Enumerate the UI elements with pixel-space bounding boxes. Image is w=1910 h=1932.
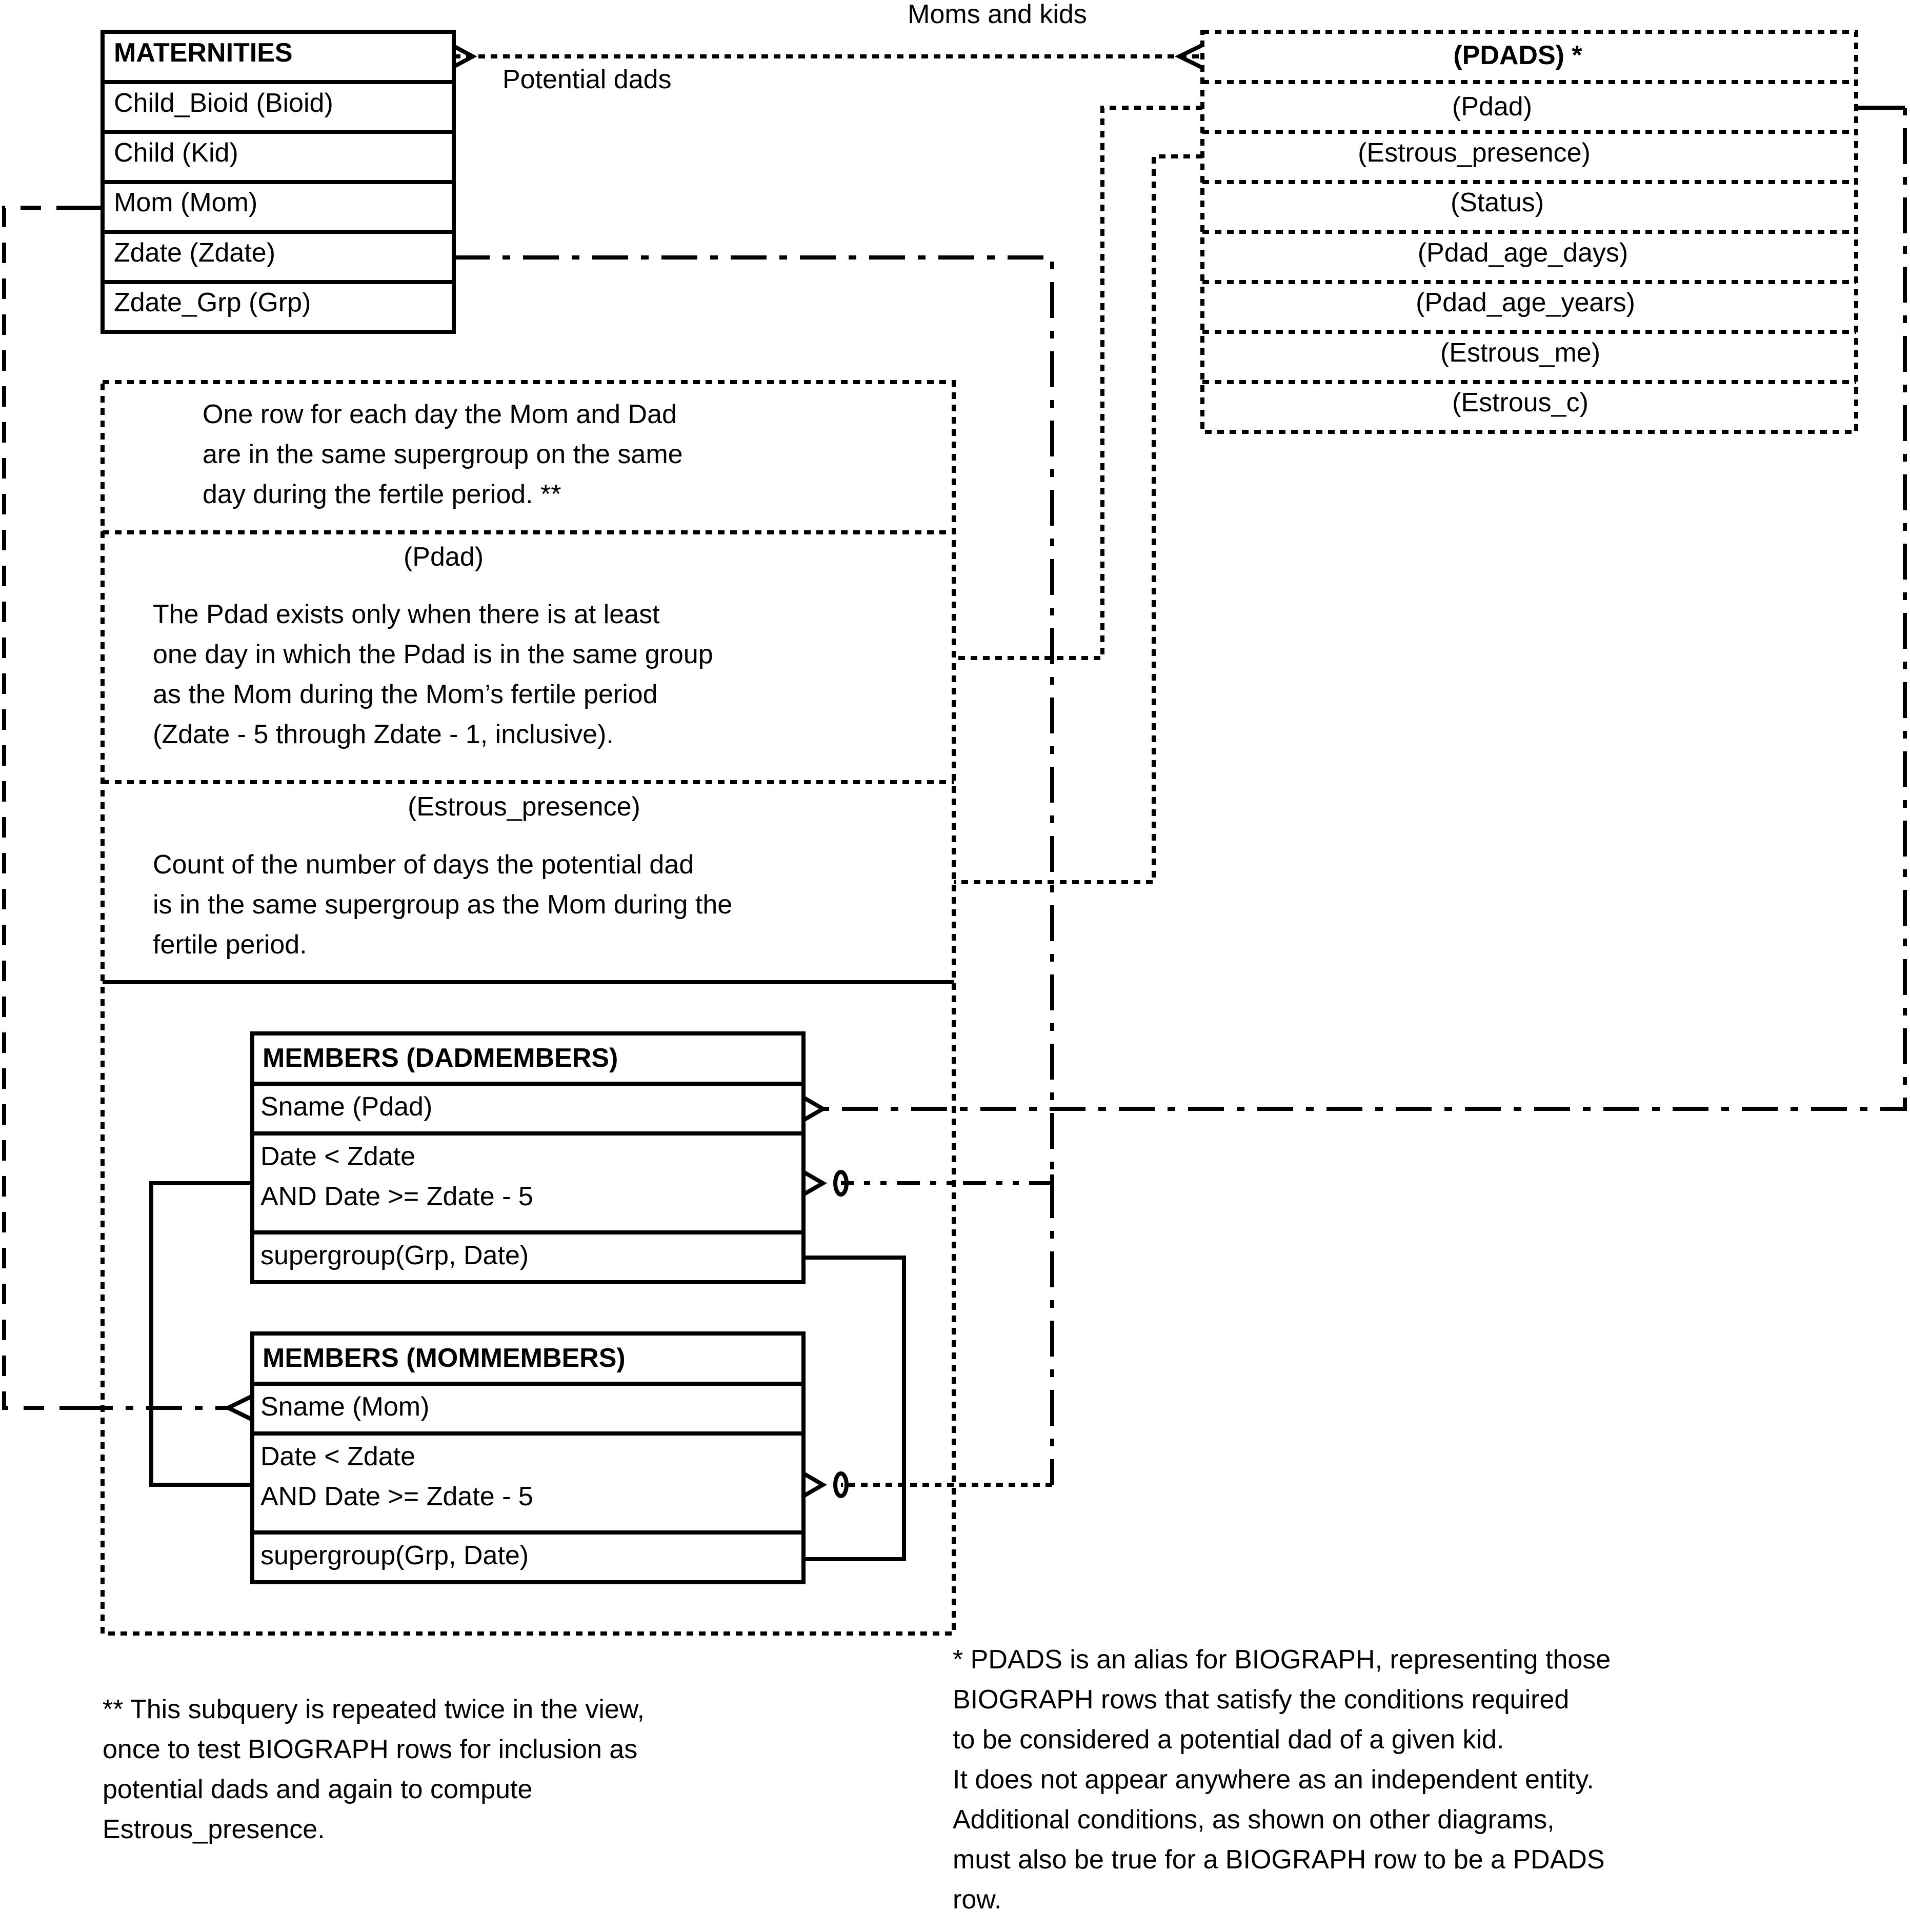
dadmembers-sname: Sname (Pdad) <box>260 1092 433 1122</box>
maternities-row-grp: Zdate_Grp (Grp) <box>114 288 311 317</box>
subquery-estrous-desc-line: fertile period. <box>153 930 307 960</box>
connector-pdad <box>954 108 1202 658</box>
pdads-row-pdad: (Pdad) <box>1452 92 1533 122</box>
pdads-note-line: must also be true for a BIOGRAPH row to be a PDADS <box>953 1845 1605 1875</box>
pdads-table <box>1202 32 1856 432</box>
pdads-note-line: row. <box>953 1885 1002 1915</box>
pdads-note-line: to be considered a potential dad of a given kid. <box>953 1725 1504 1755</box>
subquery-estrous-desc-line: Count of the number of days the potential dad <box>153 850 694 880</box>
mommembers-date-line2: AND Date >= Zdate - 5 <box>260 1482 533 1511</box>
connector-supergroup-bracket <box>803 1258 904 1559</box>
pdads-note-line: It does not appear anywhere as an independent entity. <box>953 1765 1594 1795</box>
mommembers-supergroup: supergroup(Grp, Date) <box>260 1541 529 1570</box>
maternities-row-zdate: Zdate (Zdate) <box>114 238 276 268</box>
dadmembers-table <box>252 1033 803 1282</box>
subquery-intro-line: are in the same supergroup on the same <box>203 440 683 469</box>
subquery-estrous-desc-line: is in the same supergroup as the Mom during the <box>153 890 733 920</box>
subquery-note-line: potential dads and again to compute <box>103 1775 533 1804</box>
subquery-note-line: once to test BIOGRAPH rows for inclusion as <box>103 1735 638 1764</box>
mommembers-date-line1: Date < Zdate <box>260 1442 416 1471</box>
pdads-row-estrous-presence: (Estrous_presence) <box>1358 138 1591 168</box>
subquery-footnote <box>103 1695 645 1844</box>
mommembers-sname: Sname (Mom) <box>260 1392 430 1422</box>
connector-date-bracket <box>151 1183 252 1485</box>
pdads-row-age-days: (Pdad_age_days) <box>1417 238 1628 268</box>
subquery-pdad-title: (Pdad) <box>403 542 484 572</box>
subquery-pdad-desc-line: one day in which the Pdad is in the same group <box>153 640 713 669</box>
crowfoot-sname-pdad-icon <box>803 1098 823 1120</box>
maternities-title: MATERNITIES <box>114 38 293 68</box>
connector-mom-to-mommembers <box>4 208 77 1408</box>
pdads-row-status: (Status) <box>1450 188 1544 217</box>
subquery-pdad-desc-line: as the Mom during the Mom’s fertile period <box>153 680 658 709</box>
dadmembers-date-line1: Date < Zdate <box>260 1142 416 1171</box>
crowfoot-pdads-icon <box>1179 45 1202 68</box>
mommembers-title: MEMBERS (MOMMEMBERS) <box>263 1343 626 1373</box>
subquery-pdad-desc-line: The Pdad exists only when there is at least <box>153 600 660 629</box>
maternities-table <box>103 32 454 332</box>
maternities-row-bioid: Child_Bioid (Bioid) <box>114 88 333 118</box>
label-potential-dads: Potential dads <box>502 65 672 94</box>
pdads-row-estrous-c: (Estrous_c) <box>1452 388 1589 417</box>
pdads-row-estrous-me: (Estrous_me) <box>1440 338 1601 368</box>
dadmembers-title: MEMBERS (DADMEMBERS) <box>263 1043 618 1073</box>
maternities-row-kid: Child (Kid) <box>114 138 238 168</box>
crowfoot-dad-date-icon <box>803 1172 823 1194</box>
pdads-note-line: Additional conditions, as shown on other diagrams, <box>953 1805 1555 1835</box>
dadmembers-supergroup: supergroup(Grp, Date) <box>260 1241 529 1270</box>
pdads-row-age-years: (Pdad_age_years) <box>1416 288 1635 317</box>
maternities-row-mom: Mom (Mom) <box>114 188 258 217</box>
subquery-note-line: Estrous_presence. <box>103 1815 325 1844</box>
subquery-pdad-desc-line: (Zdate - 5 through Zdate - 1, inclusive). <box>153 720 614 749</box>
subquery-estrous-title: (Estrous_presence) <box>408 792 640 822</box>
mommembers-table <box>252 1333 803 1582</box>
subquery-intro-line: One row for each day the Mom and Dad <box>203 400 677 429</box>
label-moms-and-kids: Moms and kids <box>908 0 1087 29</box>
connector-estrous-presence <box>954 156 1202 882</box>
pdads-note-line: * PDADS is an alias for BIOGRAPH, representing those <box>953 1645 1611 1675</box>
subquery-intro-line: day during the fertile period. ** <box>203 480 561 509</box>
pdads-footnote <box>953 1645 1611 1915</box>
crowfoot-mom-date-icon <box>803 1473 823 1496</box>
pdads-note-line: BIOGRAPH rows that satisfy the conditions required <box>953 1685 1570 1715</box>
crowfoot-sname-mom-overlay-icon <box>228 1396 252 1420</box>
subquery-note-line: ** This subquery is repeated twice in the view, <box>103 1695 645 1724</box>
pdads-title: (PDADS) * <box>1453 41 1582 70</box>
dadmembers-date-line2: AND Date >= Zdate - 5 <box>260 1182 533 1211</box>
